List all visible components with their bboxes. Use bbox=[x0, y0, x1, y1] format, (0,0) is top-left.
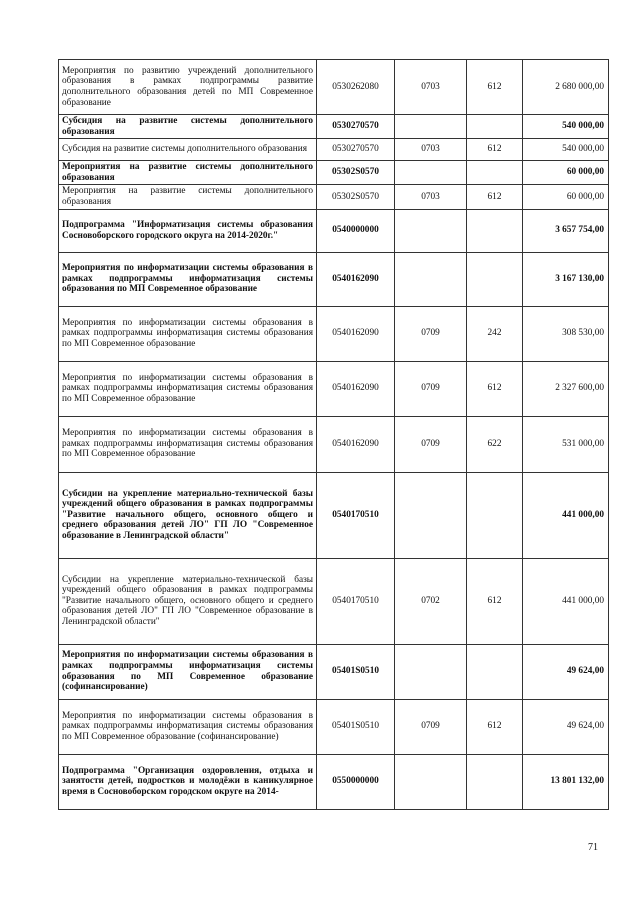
row-name: Мероприятия по информатизации системы образования в рамках подпрограммы информатизация системы образования по МП Современное образование (софинансирование) bbox=[59, 699, 317, 754]
row-amount: 60 000,00 bbox=[523, 185, 609, 209]
table-row bbox=[59, 60, 609, 115]
row-vr: 612 bbox=[467, 60, 523, 115]
row-amount: 2 680 000,00 bbox=[523, 60, 609, 115]
table-row bbox=[59, 139, 609, 161]
row-amount: 540 000,00 bbox=[523, 115, 609, 139]
table-row bbox=[59, 306, 609, 361]
row-vr bbox=[467, 209, 523, 252]
row-amount: 49 624,00 bbox=[523, 699, 609, 754]
row-name: Подпрограмма "Информатизация системы образования Сосновоборского городского округа на 2014-2020г." bbox=[59, 209, 317, 252]
row-name: Мероприятия по информатизации системы образования в рамках подпрограммы информатизация системы образования по МП Современное образование bbox=[59, 252, 317, 306]
row-section bbox=[395, 252, 467, 306]
row-amount: 2 327 600,00 bbox=[523, 361, 609, 416]
row-code: 0540170510 bbox=[317, 558, 395, 644]
row-amount: 531 000,00 bbox=[523, 416, 609, 472]
row-name: Субсидии на укрепление материально-технической базы учреждений общего образования в рамках подпрограммы "Развитие начального общего, основного общего и среднего образования детей ЛО" ГП ЛО "Современное образование в Ленинградской области" bbox=[59, 558, 317, 644]
row-vr: 622 bbox=[467, 416, 523, 472]
row-code: 0540162090 bbox=[317, 252, 395, 306]
row-section: 0703 bbox=[395, 139, 467, 161]
row-vr: 612 bbox=[467, 139, 523, 161]
row-vr: 612 bbox=[467, 558, 523, 644]
row-section bbox=[395, 754, 467, 809]
row-amount: 441 000,00 bbox=[523, 558, 609, 644]
row-section: 0703 bbox=[395, 185, 467, 209]
page-number: 71 bbox=[588, 842, 598, 853]
row-code: 0530270570 bbox=[317, 139, 395, 161]
row-code: 05401S0510 bbox=[317, 644, 395, 699]
table-row bbox=[59, 115, 609, 139]
row-code: 0540162090 bbox=[317, 416, 395, 472]
row-section: 0709 bbox=[395, 306, 467, 361]
budget-table bbox=[58, 59, 609, 810]
table-row bbox=[59, 558, 609, 644]
row-section bbox=[395, 644, 467, 699]
row-amount: 3 657 754,00 bbox=[523, 209, 609, 252]
row-name: Мероприятия по информатизации системы образования в рамках подпрограммы информатизация системы образования по МП Современное образование bbox=[59, 306, 317, 361]
row-vr bbox=[467, 754, 523, 809]
row-name: Субсидии на укрепление материально-технической базы учреждений общего образования в рамках подпрограммы "Развитие начального общего, основного общего и среднего образования детей ЛО" ГП ЛО "Современное образование в Ленинградской области" bbox=[59, 472, 317, 558]
row-code: 0530270570 bbox=[317, 115, 395, 139]
row-name: Мероприятия по информатизации системы образования в рамках подпрограммы информатизация системы образования по МП Современное образование bbox=[59, 416, 317, 472]
row-name: Мероприятия по информатизации системы образования в рамках подпрограммы информатизация системы образования по МП Современное образование bbox=[59, 361, 317, 416]
row-vr: 612 bbox=[467, 361, 523, 416]
row-code: 0540162090 bbox=[317, 361, 395, 416]
row-amount: 308 530,00 bbox=[523, 306, 609, 361]
row-code: 0540170510 bbox=[317, 472, 395, 558]
table-row bbox=[59, 252, 609, 306]
row-section bbox=[395, 472, 467, 558]
row-name: Мероприятия на развитие системы дополнительного образования bbox=[59, 161, 317, 185]
table-row bbox=[59, 361, 609, 416]
row-name: Субсидия на развитие системы дополнительного образования bbox=[59, 139, 317, 161]
row-section: 0709 bbox=[395, 416, 467, 472]
row-code: 0540162090 bbox=[317, 306, 395, 361]
row-code: 0550000000 bbox=[317, 754, 395, 809]
row-amount: 3 167 130,00 bbox=[523, 252, 609, 306]
table-row bbox=[59, 699, 609, 754]
row-vr: 612 bbox=[467, 699, 523, 754]
table-row bbox=[59, 644, 609, 699]
row-name: Подпрограмма "Организация оздоровления, отдыха и занятости детей, подростков и молодёжи в каникулярное время в Сосновоборском городском округе на 2014- bbox=[59, 754, 317, 809]
row-code: 0540000000 bbox=[317, 209, 395, 252]
row-amount: 49 624,00 bbox=[523, 644, 609, 699]
row-name: Мероприятия по информатизации системы образования в рамках подпрограммы информатизация системы образования по МП Современное образование (софинансирование) bbox=[59, 644, 317, 699]
row-code: 05401S0510 bbox=[317, 699, 395, 754]
row-vr: 612 bbox=[467, 185, 523, 209]
row-vr bbox=[467, 115, 523, 139]
row-section: 0709 bbox=[395, 361, 467, 416]
row-vr bbox=[467, 644, 523, 699]
row-section: 0709 bbox=[395, 699, 467, 754]
row-amount: 13 801 132,00 bbox=[523, 754, 609, 809]
row-amount: 60 000,00 bbox=[523, 161, 609, 185]
row-section: 0703 bbox=[395, 60, 467, 115]
row-code: 05302S0570 bbox=[317, 161, 395, 185]
table-row bbox=[59, 416, 609, 472]
row-name: Субсидия на развитие системы дополнительного образования bbox=[59, 115, 317, 139]
table-row bbox=[59, 754, 609, 809]
row-vr bbox=[467, 472, 523, 558]
table-row bbox=[59, 185, 609, 209]
row-name: Мероприятия по развитию учреждений дополнительного образования в рамках подпрограммы развитие дополнительного образования детей по МП Современное образование bbox=[59, 60, 317, 115]
row-vr bbox=[467, 252, 523, 306]
row-amount: 540 000,00 bbox=[523, 139, 609, 161]
row-vr: 242 bbox=[467, 306, 523, 361]
table-row bbox=[59, 472, 609, 558]
table-row bbox=[59, 161, 609, 185]
row-code: 05302S0570 bbox=[317, 185, 395, 209]
row-section bbox=[395, 161, 467, 185]
row-section bbox=[395, 115, 467, 139]
table-row bbox=[59, 209, 609, 252]
row-section bbox=[395, 209, 467, 252]
row-name: Мероприятия на развитие системы дополнительного образования bbox=[59, 185, 317, 209]
row-vr bbox=[467, 161, 523, 185]
budget-table-body bbox=[59, 60, 609, 810]
row-amount: 441 000,00 bbox=[523, 472, 609, 558]
row-section: 0702 bbox=[395, 558, 467, 644]
row-code: 0530262080 bbox=[317, 60, 395, 115]
